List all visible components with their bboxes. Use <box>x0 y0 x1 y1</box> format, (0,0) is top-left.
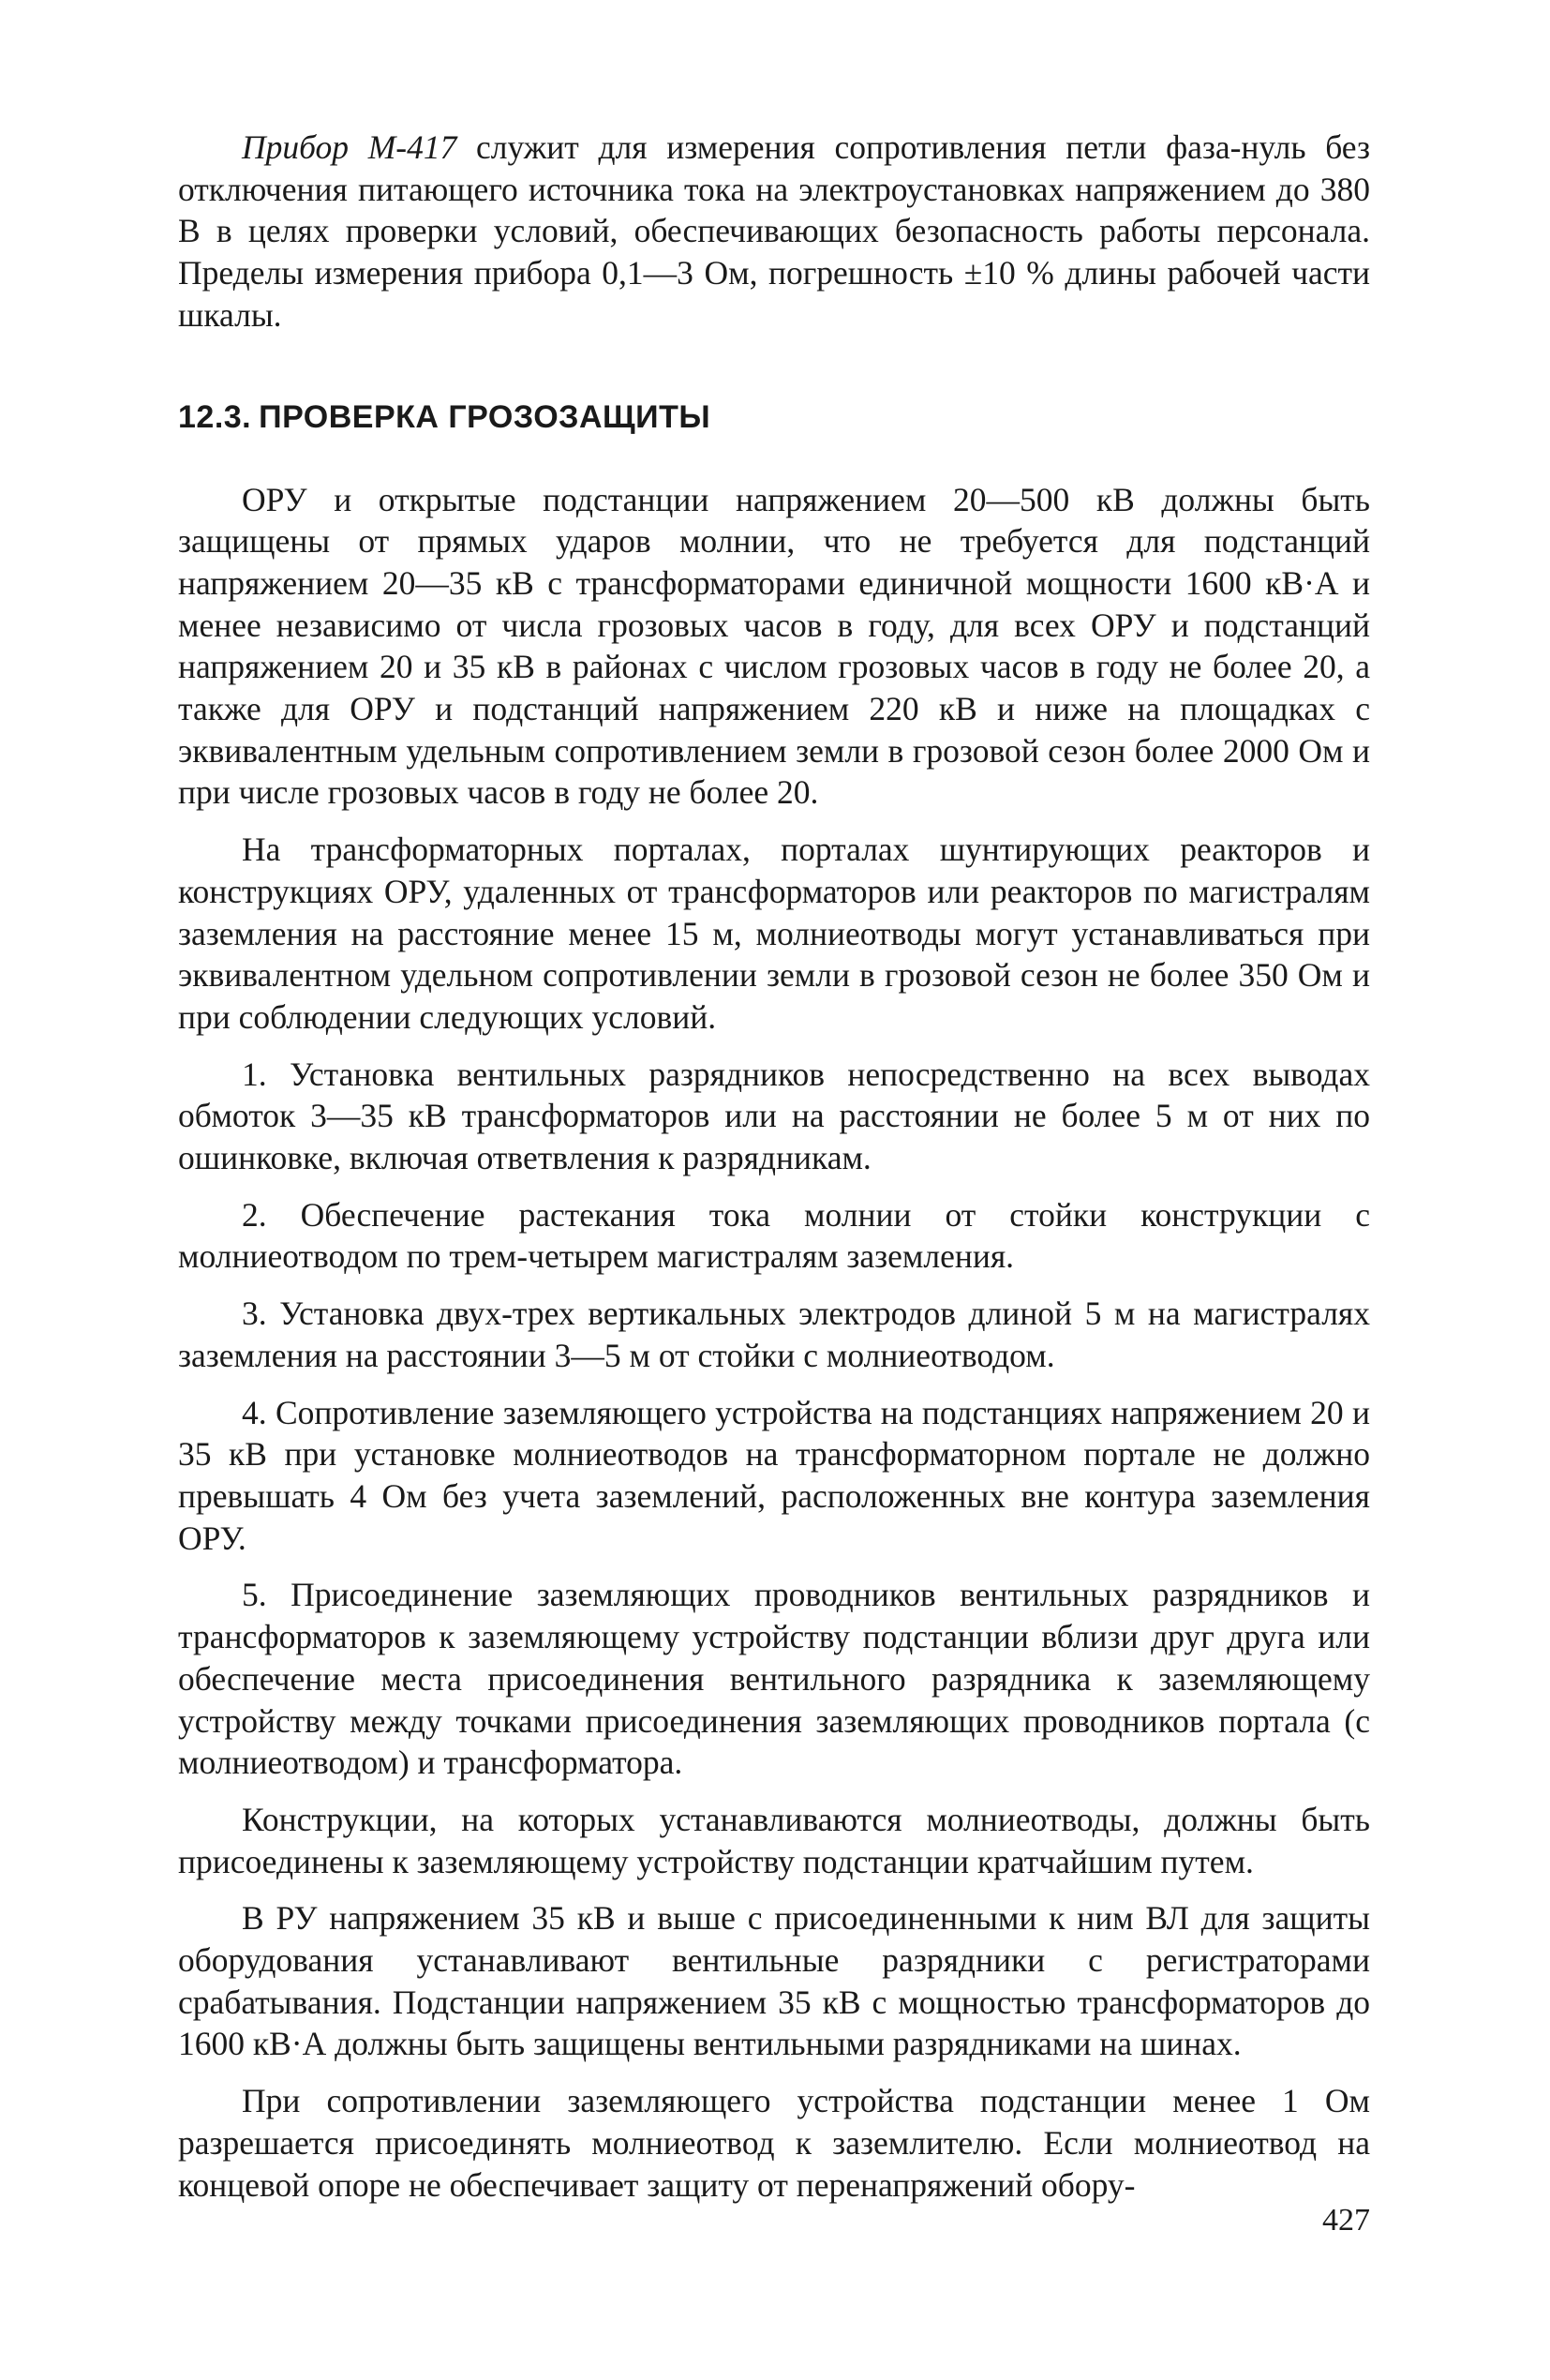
list-item: 1. Установка вентильных разрядников непосредственно на всех выводах обмоток 3—35 кВ трансформаторов или на расстоянии не более 5 м от них по ошинковке, включая ответвления к разрядникам. <box>178 1055 1370 1177</box>
list-item: 2. Обеспечение растекания тока молнии от стойки конструкции с молниеотводом по трем-четырем магистралям заземления. <box>178 1195 1370 1276</box>
section-number: 12.3. <box>178 398 252 435</box>
intro-text: служит для измерения сопротивления петли фаза-нуль без отключения питающего источника тока на электроустановках напряжением до 380 В в целях проверки условий, обеспечивающих безопасность работы персонала. Пределы измерения прибора 0,1—3 Ом, погрешность ±10 % длины рабочей части шкалы. <box>178 128 1371 334</box>
paragraph: Конструкции, на которых устанавливаются молниеотводы, должны быть присоединены к заземляющему устройству подстанции кратчайшим путем. <box>178 1800 1370 1880</box>
device-name: Прибор М-417 <box>242 128 457 166</box>
list-item: 3. Установка двух-трех вертикальных электродов длиной 5 м на магистралях заземления на расстоянии 3—5 м от стойки с молниеотводом. <box>178 1295 1370 1374</box>
section-title: ПРОВЕРКА ГРОЗОЗАЩИТЫ <box>259 398 711 435</box>
page-body <box>178 127 1370 2206</box>
paragraph: ОРУ и открытые подстанции напряжением 20—500 кВ должны быть защищены от прямых ударов молнии, что не требуется для подстанций напряжением 20—35 кВ с трансформаторами единичной мощности 1600 кВ·А и менее независимо от числа грозовых часов в году, для всех ОРУ и подстанций напряжением 20 и 35 кВ в районах с числом грозовых часов в году не более 20, а также для ОРУ и подстанций напряжением 220 кВ и ниже на площадках с эквивалентным удельным сопротивлением земли в грозовой сезон более 2000 Ом и при числе грозовых часов в году не более 20. <box>178 480 1370 812</box>
page-number: 427 <box>1322 2203 1370 2238</box>
paragraph: При сопротивлении заземляющего устройства подстанции менее 1 Ом разрешается присоединять молниеотвод к заземлителю. Если молниеотвод на концевой опоре не обеспечивает защиту от перенапряжений обору- <box>178 2082 1370 2204</box>
paragraph: На трансформаторных порталах, порталах шунтирующих реакторов и конструкциях ОРУ, удаленных от трансформаторов или реакторов по магистралям заземления на расстояние менее 15 м, молниеотводы могут устанавливаться при эквивалентном удельном сопротивлении земли в грозовой сезон не более 350 Ом и при соблюдении следующих условий. <box>178 831 1370 1036</box>
list-item: 5. Присоединение заземляющих проводников вентильных разрядников и трансформаторов к заземляющему устройству подстанции вблизи друг друга или обеспечение места присоединения вентильного разрядника к заземляющему устройству между точками присоединения заземляющих проводников портала (с молниеотводом) и трансформатора. <box>178 1576 1370 1782</box>
intro-paragraph <box>178 127 1370 337</box>
section-heading <box>178 397 1370 438</box>
list-item: 4. Сопротивление заземляющего устройства на подстанциях напряжением 20 и 35 кВ при установке молниеотводов на трансформаторном портале не должно превышать 4 Ом без учета заземлений, расположенных вне контура заземления ОРУ. <box>178 1393 1370 1557</box>
paragraph: В РУ напряжением 35 кВ и выше с присоединенными к ним ВЛ для защиты оборудования устанавливают вентильные разрядники с регистраторами срабатывания. Подстанции напряжением 35 кВ с мощностью трансформаторов до 1600 кВ·А должны быть защищены вентильными разрядниками на шинах. <box>178 1899 1370 2063</box>
